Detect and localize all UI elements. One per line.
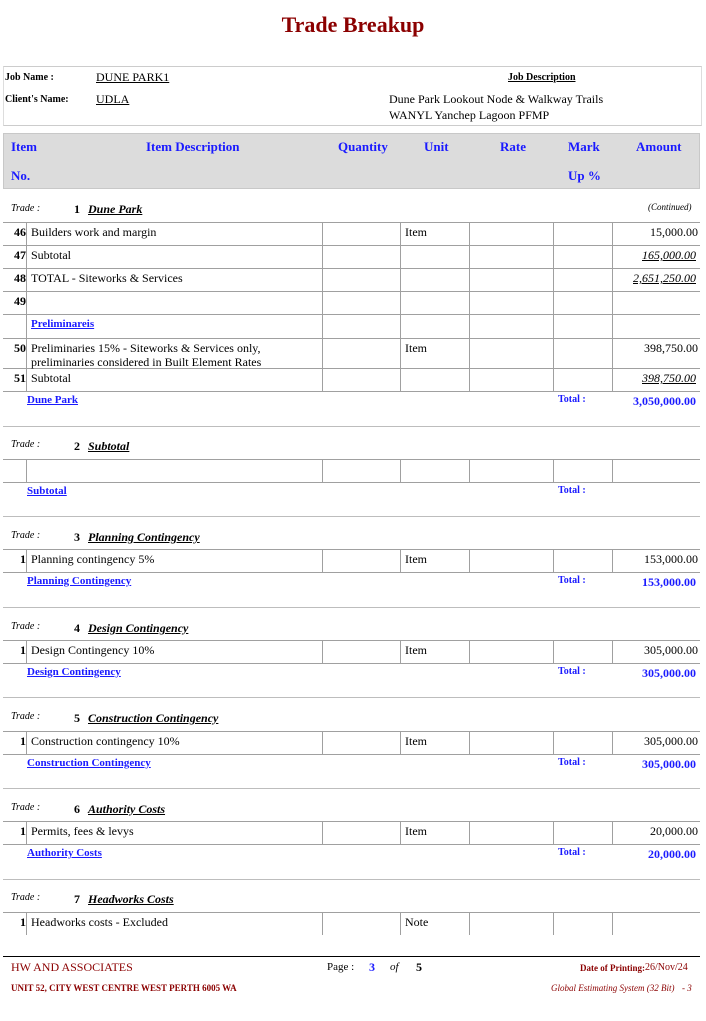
row-divider	[3, 572, 700, 573]
item-no: 1	[20, 824, 26, 838]
job-name-value: DUNE PARK1	[96, 70, 170, 84]
item-no: 47	[14, 248, 26, 262]
trade-footer-link[interactable]: Authority Costs	[27, 847, 102, 859]
client-name-value: UDLA	[96, 92, 130, 106]
row-divider	[3, 459, 700, 460]
trade-number: 5	[74, 711, 80, 725]
item-description: Permits, fees & levys	[31, 824, 134, 838]
col-divider	[553, 912, 554, 935]
total-label: Total :	[558, 394, 586, 405]
item-amount: 153,000.00	[644, 552, 698, 566]
job-description-label: Job Description	[508, 72, 576, 83]
row-divider	[3, 663, 700, 664]
client-name-label: Client's Name:	[5, 94, 69, 105]
job-name-label: Job Name :	[5, 72, 54, 83]
col-divider	[400, 640, 401, 663]
col-divider	[322, 459, 323, 482]
item-description: Preliminaries 15% - Siteworks & Services only,	[31, 341, 261, 355]
trade-number: 2	[74, 439, 80, 453]
row-divider	[3, 844, 700, 845]
item-amount: 305,000.00	[644, 643, 698, 657]
item-description: Subtotal	[31, 248, 72, 262]
col-divider	[553, 640, 554, 663]
trade-footer-link[interactable]: Subtotal	[27, 485, 67, 497]
footer-divider	[3, 956, 700, 957]
trade-number: 3	[74, 530, 80, 544]
trade-label: Trade :	[11, 711, 41, 722]
section-heading-link[interactable]: Preliminareis	[31, 318, 95, 330]
total-label: Total :	[558, 757, 586, 768]
col-divider	[400, 912, 401, 935]
col-divider	[553, 731, 554, 754]
trade-label: Trade :	[11, 439, 41, 450]
col-divider	[553, 821, 554, 844]
trade-number: 1	[74, 202, 80, 216]
item-unit: Item	[405, 225, 427, 239]
item-no: 1	[20, 643, 26, 657]
trade-total: 305,000.00	[642, 666, 696, 680]
page-title: Trade Breakup	[281, 12, 425, 37]
total-label: Total :	[558, 666, 586, 677]
item-unit: Item	[405, 552, 427, 566]
row-divider	[3, 640, 700, 641]
header-unit: Unit	[424, 139, 449, 154]
row-divider	[3, 549, 700, 550]
total-pages: 5	[416, 960, 422, 974]
item-description: Headworks costs - Excluded	[31, 915, 168, 929]
system-page: - 3	[682, 983, 692, 993]
continued-note: (Continued)	[648, 202, 692, 212]
col-divider	[469, 459, 470, 482]
item-amount: 398,750.00	[642, 371, 696, 385]
trade-footer-link[interactable]: Planning Contingency	[27, 575, 132, 587]
col-divider	[469, 912, 470, 935]
item-no: 48	[14, 271, 26, 285]
item-description: Construction contingency 10%	[31, 734, 180, 748]
item-description: Subtotal	[31, 371, 72, 385]
row-divider	[3, 482, 700, 483]
trade-separator	[3, 879, 700, 880]
col-divider	[469, 549, 470, 572]
item-description-line2: preliminaries considered in Built Element Rates	[31, 355, 262, 369]
trade-footer-link[interactable]: Design Contingency	[27, 666, 121, 678]
trade-name: Authority Costs	[88, 802, 166, 816]
row-divider	[3, 912, 700, 913]
trade-separator	[3, 516, 700, 517]
col-divider	[469, 640, 470, 663]
trade-separator	[3, 426, 700, 427]
item-unit: Note	[405, 915, 429, 929]
item-amount: 15,000.00	[650, 225, 698, 239]
col-divider	[26, 731, 27, 754]
row-divider	[3, 754, 700, 755]
item-description: Planning contingency 5%	[31, 552, 155, 566]
item-no: 50	[14, 341, 26, 355]
row-divider	[3, 268, 700, 269]
trade-total: 20,000.00	[648, 847, 696, 861]
item-no: 46	[14, 225, 26, 239]
item-no: 1	[20, 915, 26, 929]
col-divider	[400, 731, 401, 754]
company-address: UNIT 52, CITY WEST CENTRE WEST PERTH 6005 WA	[11, 983, 237, 993]
trade-label: Trade :	[11, 892, 41, 903]
col-divider	[26, 912, 27, 935]
trade-label: Trade :	[11, 203, 41, 214]
page-label: Page :	[327, 961, 355, 973]
col-divider	[26, 549, 27, 572]
item-amount: 20,000.00	[650, 824, 698, 838]
item-no: 51	[14, 371, 26, 385]
header-no: No.	[11, 168, 31, 183]
job-description-line2: WANYL Yanchep Lagoon PFMP	[389, 108, 550, 122]
trade-name: Design Contingency	[88, 621, 189, 635]
col-divider	[322, 912, 323, 935]
item-description: TOTAL - Siteworks & Services	[31, 271, 183, 285]
trade-name: Planning Contingency	[88, 530, 200, 544]
trade-total: 3,050,000.00	[633, 394, 696, 408]
col-divider	[469, 821, 470, 844]
trade-total: 153,000.00	[642, 575, 696, 589]
date-label: Date of Printing:	[580, 963, 645, 973]
page-of: of	[390, 961, 399, 973]
col-divider	[469, 731, 470, 754]
header-up: Up %	[568, 168, 601, 183]
item-unit: Item	[405, 341, 427, 355]
col-divider	[553, 549, 554, 572]
item-no: 1	[20, 734, 26, 748]
col-divider	[26, 640, 27, 663]
col-divider	[400, 821, 401, 844]
item-amount: 2,651,250.00	[633, 271, 696, 285]
col-divider	[553, 459, 554, 482]
total-label: Total :	[558, 485, 586, 496]
trade-number: 7	[74, 892, 80, 906]
col-divider	[26, 821, 27, 844]
col-divider	[322, 549, 323, 572]
col-divider	[612, 459, 613, 482]
item-amount: 305,000.00	[644, 734, 698, 748]
trade-separator	[3, 788, 700, 789]
col-divider	[322, 222, 323, 391]
row-divider	[3, 821, 700, 822]
col-divider	[469, 222, 470, 391]
item-description: Builders work and margin	[31, 225, 157, 239]
item-unit: Item	[405, 824, 427, 838]
trade-separator	[3, 697, 700, 698]
header-mark: Mark	[568, 139, 600, 154]
col-divider	[400, 549, 401, 572]
item-no: 1	[20, 552, 26, 566]
item-amount: 398,750.00	[644, 341, 698, 355]
total-label: Total :	[558, 847, 586, 858]
col-divider	[322, 821, 323, 844]
trade-total: 305,000.00	[642, 757, 696, 771]
trade-separator	[3, 607, 700, 608]
trade-label: Trade :	[11, 802, 41, 813]
col-divider	[26, 459, 27, 482]
header-quantity: Quantity	[338, 139, 388, 154]
trade-footer-link[interactable]: Dune Park	[27, 394, 79, 406]
row-divider	[3, 245, 700, 246]
col-divider	[400, 459, 401, 482]
col-divider	[26, 222, 27, 391]
page-number: 3	[369, 960, 375, 974]
item-amount: 165,000.00	[642, 248, 696, 262]
trade-label: Trade :	[11, 621, 41, 632]
company-name: HW AND ASSOCIATES	[11, 960, 133, 974]
trade-name: Construction Contingency	[88, 711, 219, 725]
col-divider	[322, 640, 323, 663]
col-divider	[553, 222, 554, 391]
header-description: Item Description	[146, 139, 240, 154]
row-divider	[3, 731, 700, 732]
item-no: 49	[14, 294, 26, 308]
trade-name: Dune Park	[88, 202, 143, 216]
col-divider	[400, 222, 401, 391]
trade-name: Subtotal	[88, 439, 130, 453]
trade-label: Trade :	[11, 530, 41, 541]
system-name: Global Estimating System (32 Bit)	[551, 983, 675, 993]
item-description: Design Contingency 10%	[31, 643, 155, 657]
total-label: Total :	[558, 575, 586, 586]
header-rate: Rate	[500, 139, 526, 154]
row-divider	[3, 314, 700, 315]
col-divider	[322, 731, 323, 754]
trade-name: Headworks Costs	[88, 892, 174, 906]
trade-footer-link[interactable]: Construction Contingency	[27, 757, 151, 769]
col-divider	[612, 912, 613, 935]
job-description-line1: Dune Park Lookout Node & Walkway Trails	[389, 92, 604, 106]
header-item: Item	[11, 139, 37, 154]
item-unit: Item	[405, 643, 427, 657]
row-divider	[3, 222, 700, 223]
row-divider	[3, 391, 700, 392]
row-divider	[3, 291, 700, 292]
item-unit: Item	[405, 734, 427, 748]
print-date: 26/Nov/24	[645, 962, 688, 973]
row-divider	[3, 338, 700, 339]
trade-number: 6	[74, 802, 80, 816]
trade-number: 4	[74, 621, 80, 635]
header-amount: Amount	[636, 139, 682, 154]
